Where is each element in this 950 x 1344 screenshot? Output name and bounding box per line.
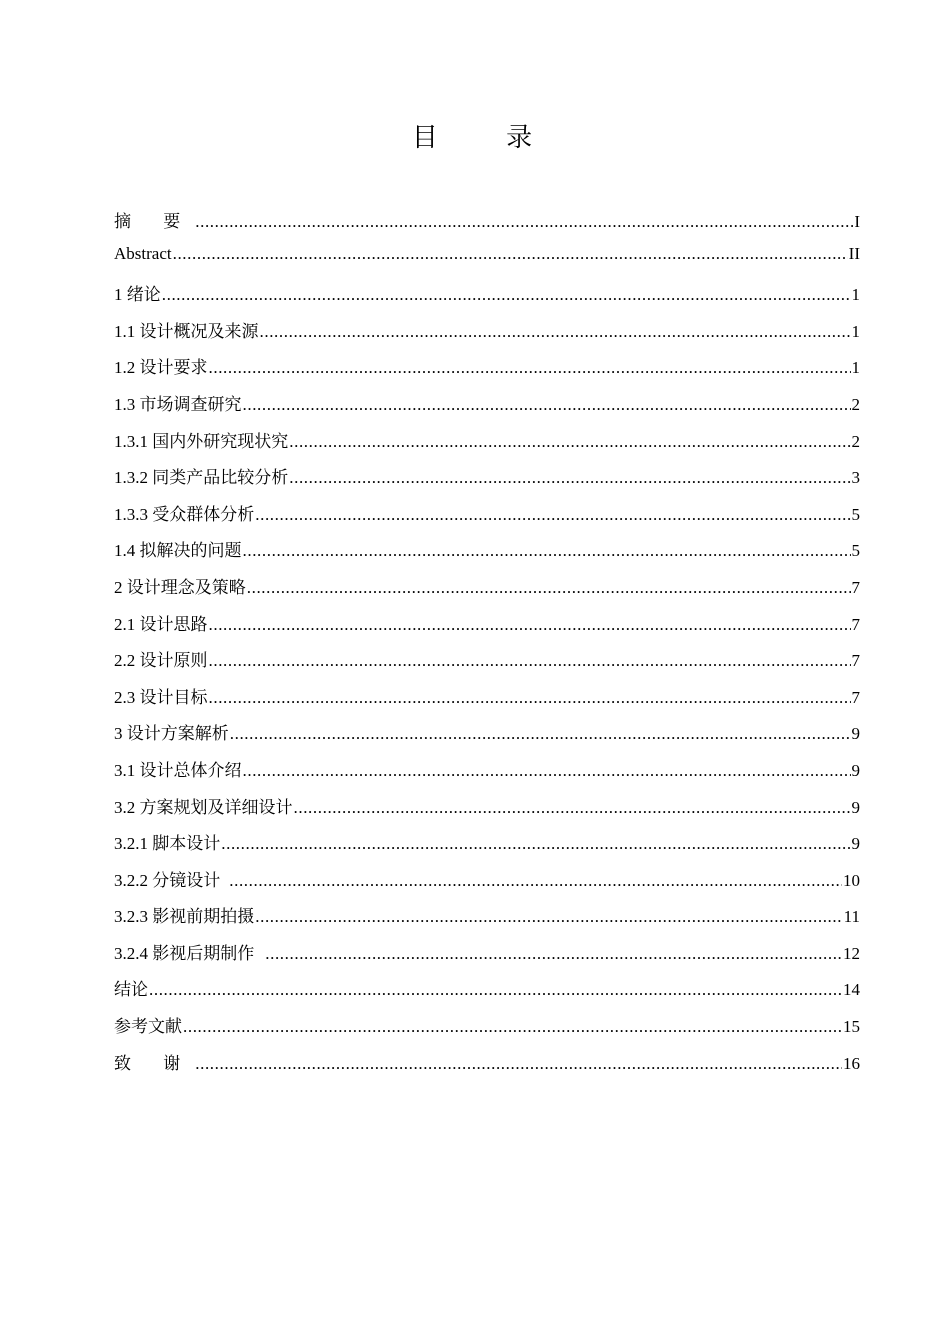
toc-leader-dots [255, 505, 850, 525]
toc-entry-page: 9 [851, 724, 860, 744]
toc-entry-chapter-2[interactable] [114, 573, 860, 610]
toc-entry-label: 3 设计方案解析 [114, 724, 229, 744]
toc-entry-label: 3.2.2 分镜设计 [114, 870, 221, 890]
toc-entry-2-2[interactable] [114, 646, 860, 683]
toc-entry-page: II [848, 243, 860, 263]
toc-entry-page: 7 [851, 614, 860, 634]
toc-entry-label: 摘 要 [114, 212, 195, 231]
toc-entry-1-3[interactable] [114, 390, 860, 427]
toc-entry-label: 1.3.2 同类产品比较分析 [114, 468, 289, 488]
toc-leader-dots [209, 688, 851, 708]
toc-entry-page: 12 [843, 943, 860, 963]
toc-entry-page: 16 [843, 1053, 860, 1073]
toc-entry-abstract-cn[interactable] [114, 207, 860, 244]
toc-entry-1-3-3[interactable] [114, 500, 860, 537]
toc-entry-label: 1.3.1 国内外研究现状究 [114, 431, 289, 451]
toc-leader-dots [255, 907, 842, 927]
toc-leader-dots [173, 244, 848, 264]
toc-entry-label: 3.2.4 影视后期制作 [114, 943, 255, 963]
toc-entry-page: 2 [851, 394, 860, 414]
toc-entry-page: 3 [851, 468, 860, 488]
toc-leader-dots [195, 212, 853, 232]
toc-entry-label: 3.2.1 脚本设计 [114, 834, 221, 854]
toc-entry-3-2-2[interactable] [114, 866, 860, 903]
toc-entry-label: 3.2.3 影视前期拍摄 [114, 907, 255, 927]
toc-entry-3-2[interactable] [114, 793, 860, 830]
toc-entry-label: 2.3 设计目标 [114, 687, 208, 707]
toc-entry-page: 2 [851, 431, 860, 451]
toc-entry-page: I [854, 212, 860, 231]
toc-entry-abstract-en[interactable] [114, 244, 860, 281]
toc-entry-label: 结论 [114, 980, 148, 1000]
toc-leader-dots [209, 615, 851, 635]
toc-leader-dots [265, 944, 842, 964]
toc-entry-page: 9 [851, 760, 860, 780]
toc-entry-label: 2 设计理念及策略 [114, 577, 246, 597]
toc-entry-label: 2.1 设计思路 [114, 614, 208, 634]
toc-entry-conclusion[interactable] [114, 975, 860, 1012]
toc-entry-3-1[interactable] [114, 756, 860, 793]
toc-entry-label: 致 谢 [114, 1053, 195, 1073]
toc-entry-label: 2.2 设计原则 [114, 651, 208, 671]
toc-entry-page: 14 [843, 980, 860, 1000]
toc-entry-label: 1.3 市场调查研究 [114, 394, 242, 414]
toc-leader-dots [294, 798, 851, 818]
toc-list [114, 207, 860, 1085]
toc-entry-page: 1 [851, 358, 860, 378]
toc-entry-label: 1.2 设计要求 [114, 358, 208, 378]
toc-entry-2-1[interactable] [114, 610, 860, 647]
toc-entry-page: 7 [851, 651, 860, 671]
page-title: 目 录 [411, 123, 563, 153]
toc-entry-label: 1.4 拟解决的问题 [114, 541, 242, 561]
toc-leader-dots [209, 651, 851, 671]
toc-leader-dots [243, 395, 851, 415]
toc-entry-3-2-4[interactable] [114, 939, 860, 976]
toc-entry-3-2-1[interactable] [114, 829, 860, 866]
toc-leader-dots [229, 871, 842, 891]
toc-entry-page: 1 [851, 285, 860, 305]
toc-entry-page: 9 [851, 797, 860, 817]
toc-entry-label: 1 绪论 [114, 285, 161, 305]
toc-leader-dots [243, 541, 851, 561]
toc-entry-page: 10 [843, 870, 860, 890]
toc-entry-page: 7 [851, 687, 860, 707]
toc-entry-label: Abstract [114, 243, 172, 263]
toc-leader-dots [243, 761, 851, 781]
toc-entry-chapter-1[interactable] [114, 280, 860, 317]
toc-entry-acknowledgements[interactable] [114, 1049, 860, 1086]
toc-leader-dots [260, 322, 851, 342]
toc-entry-label: 1.3.3 受众群体分析 [114, 504, 255, 524]
toc-leader-dots [162, 285, 851, 305]
toc-entry-page: 5 [851, 504, 860, 524]
toc-entry-label: 3.1 设计总体介绍 [114, 760, 242, 780]
toc-entry-label: 1.1 设计概况及来源 [114, 321, 259, 341]
toc-leader-dots [247, 578, 851, 598]
toc-leader-dots [209, 358, 851, 378]
toc-entry-label: 3.2 方案规划及详细设计 [114, 797, 293, 817]
toc-leader-dots [289, 432, 850, 452]
toc-leader-dots [230, 724, 851, 744]
toc-entry-chapter-3[interactable] [114, 719, 860, 756]
toc-leader-dots [195, 1054, 842, 1074]
toc-entry-page: 5 [851, 541, 860, 561]
toc-entry-1-3-2[interactable] [114, 463, 860, 500]
toc-entry-1-4[interactable] [114, 536, 860, 573]
toc-entry-1-3-1[interactable] [114, 427, 860, 464]
toc-entry-2-3[interactable] [114, 683, 860, 720]
toc-leader-dots [289, 468, 850, 488]
toc-entry-page: 11 [843, 907, 860, 927]
toc-leader-dots [183, 1017, 842, 1037]
toc-leader-dots [149, 980, 842, 1000]
toc-entry-3-2-3[interactable] [114, 902, 860, 939]
toc-entry-page: 7 [851, 577, 860, 597]
toc-entry-page: 1 [851, 321, 860, 341]
toc-entry-1-1[interactable] [114, 317, 860, 354]
toc-entry-page: 15 [843, 1017, 860, 1037]
toc-entry-page: 9 [851, 834, 860, 854]
toc-entry-references[interactable] [114, 1012, 860, 1049]
toc-leader-dots [221, 834, 850, 854]
toc-entry-1-2[interactable] [114, 353, 860, 390]
toc-entry-label: 参考文献 [114, 1017, 182, 1037]
